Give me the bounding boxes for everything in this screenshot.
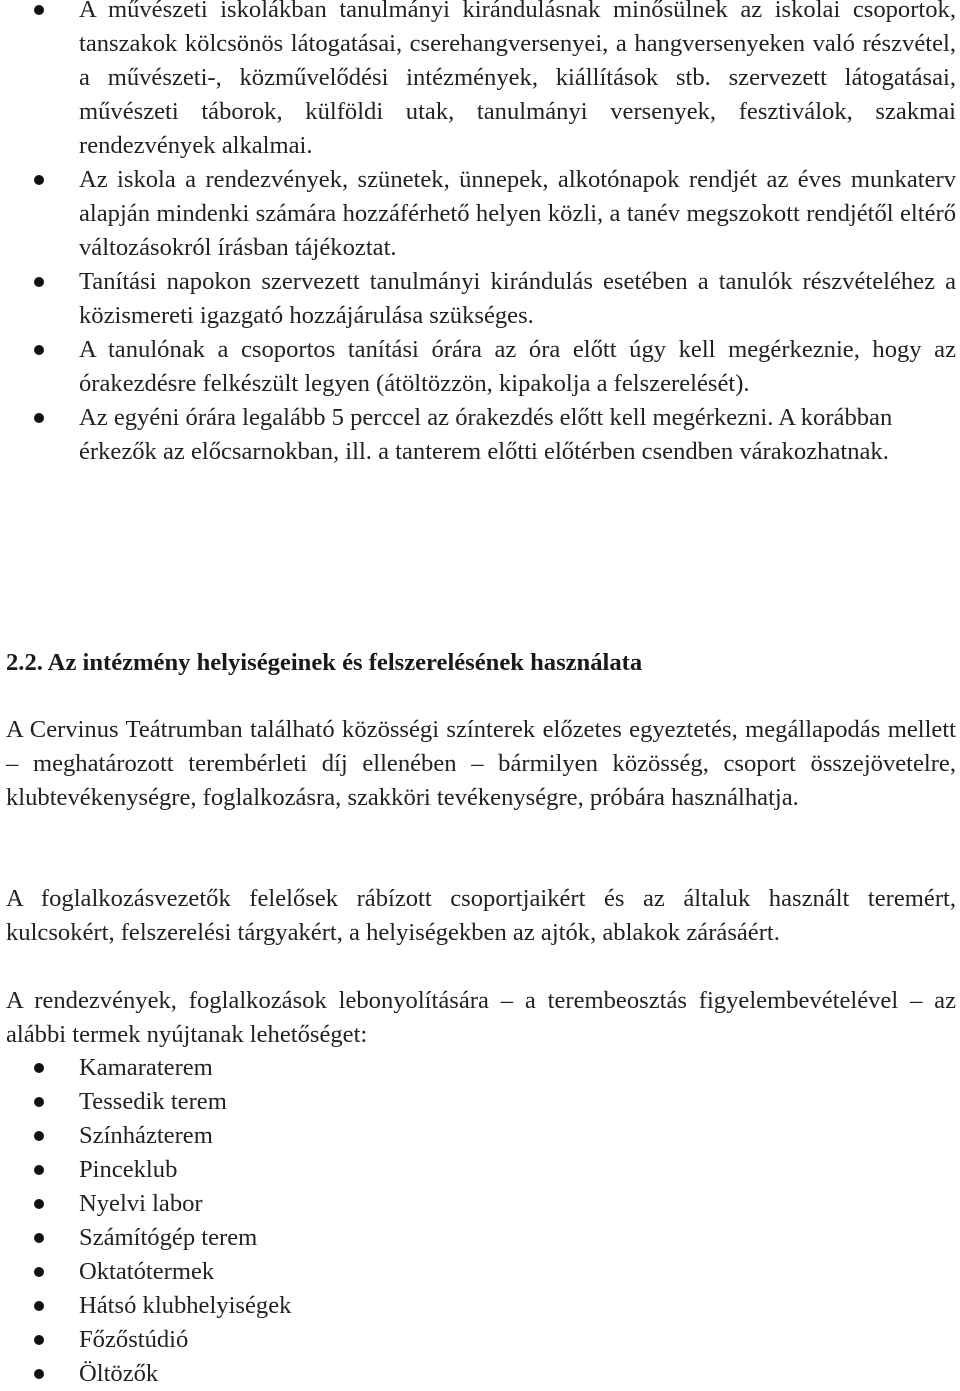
bullet-icon [34,1233,44,1243]
bullet-icon [34,1165,44,1175]
list-item [0,1085,960,1119]
bullet-icon [34,1131,44,1141]
list-item [0,1119,960,1153]
bullet-text: Tanítási napokon szervezett tanulmányi kirándulás esetében a tanulók részvételéhez a közismereti igazgató hozzájárulása szükséges. [79,268,956,329]
bullet-icon [34,1369,44,1379]
bullet-icon [34,345,44,355]
list-item [0,1289,960,1323]
bullet-icon [34,175,44,185]
list-item [0,1153,960,1187]
room-name: Nyelvi labor [79,1190,203,1217]
room-name: Oktatótermek [79,1258,215,1285]
list-item [0,1187,960,1221]
room-name: Öltözők [79,1360,159,1387]
rules-bullet-list [0,0,960,469]
list-item [0,333,960,401]
list-item [0,1357,960,1391]
room-name: Tessedik terem [79,1088,227,1115]
body-paragraph: A rendezvények, foglalkozások lebonyolítására – a terembeosztás figyelembevételével – az alábbi termek nyújtanak lehetőséget: [6,987,956,1048]
bullet-icon [34,1097,44,1107]
room-name: Hátsó klubhelyiségek [79,1292,292,1319]
room-name: Számítógép terem [79,1224,258,1251]
bullet-icon [34,1063,44,1073]
bullet-icon [34,1335,44,1345]
list-item [0,0,960,163]
bullet-icon [34,277,44,287]
list-item [0,265,960,333]
list-item [0,163,960,265]
list-item [0,401,960,469]
bullet-text: Az egyéni órára legalább 5 perccel az órakezdés előtt kell megérkezni. A korábban érkezők az előcsarnokban, ill. a tanterem előtti előtérben csendben várakozhatnak. [79,404,893,465]
section-heading: 2.2. Az intézmény helyiségeinek és felszerelésének használata [6,649,643,676]
list-item [0,1255,960,1289]
rooms-bullet-list [0,1051,960,1391]
list-item [0,1323,960,1357]
bullet-icon [34,5,44,15]
room-name: Pinceklub [79,1156,178,1183]
list-item [0,1051,960,1085]
room-name: Színházterem [79,1122,213,1149]
room-name: Főzőstúdió [79,1326,189,1353]
bullet-text: A tanulónak a csoportos tanítási órára az óra előtt úgy kell megérkeznie, hogy az órakezdésre felkészült legyen (átöltözzön, kipakolja a felszerelését). [79,336,956,397]
bullet-icon [34,413,44,423]
bullet-icon [34,1199,44,1209]
bullet-text: A művészeti iskolákban tanulmányi kirándulásnak minősülnek az iskolai csoportok, tanszakok kölcsönös látogatásai, cserehangversenyei, a hangversenyeken való részvétel, a művészeti-, közművelődési intézmények, kiállítások stb. szervezett látogatásai, művészeti táborok, külföldi utak, tanulmányi versenyek, fesztiválok, szakmai rendezvények alkalmai. [79,0,956,159]
room-name: Kamaraterem [79,1054,213,1081]
bullet-icon [34,1301,44,1311]
bullet-icon [34,1267,44,1277]
body-paragraph: A Cervinus Teátrumban található közösségi színterek előzetes egyeztetés, megállapodás mellett – meghatározott terembérleti díj ellenében – bármilyen közösség, csoport összejövetelre, klubtevékenységre, foglalkozásra, szakköri tevékenységre, próbára használhatja. [6,716,956,811]
body-paragraph: A foglalkozásvezetők felelősek rábízott csoportjaikért és az általuk használt teremért, kulcsokért, felszerelési tárgyakért, a helyiségekben az ajtók, ablakok zárásáért. [6,885,956,946]
bullet-text: Az iskola a rendezvények, szünetek, ünnepek, alkotónapok rendjét az éves munkaterv alapján mindenki számára hozzáférhető helyen közli, a tanév megszokott rendjétől eltérő változásokról írásban tájékoztat. [79,166,956,261]
list-item [0,1221,960,1255]
